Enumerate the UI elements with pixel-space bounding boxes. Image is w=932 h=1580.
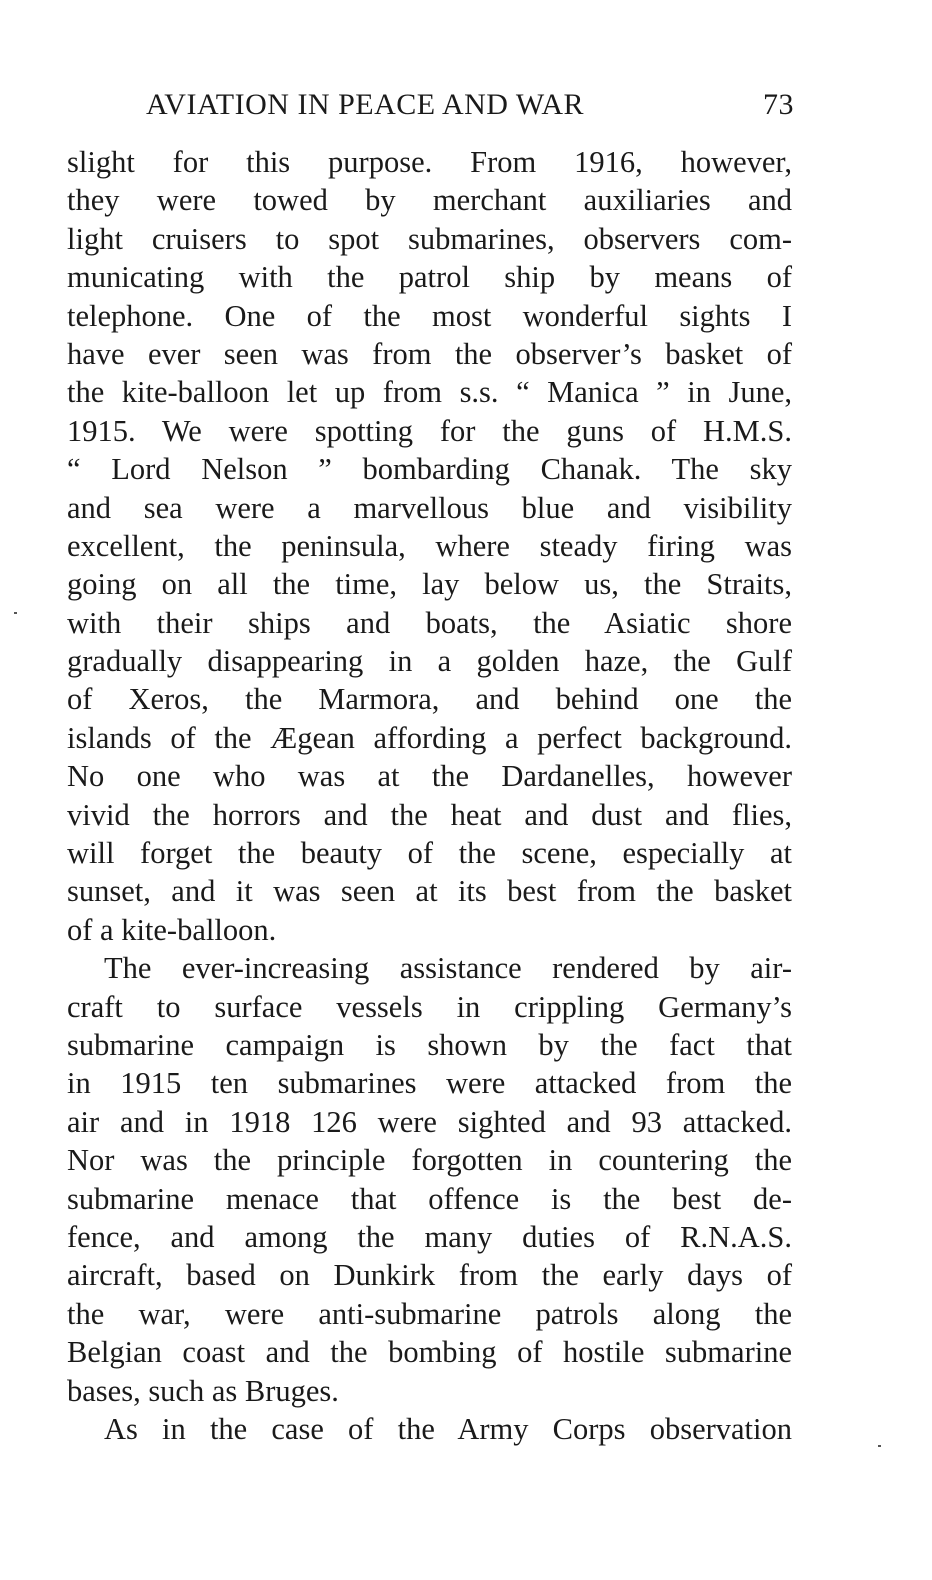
text-line: and sea were a marvellous blue and visibility bbox=[67, 490, 792, 525]
text-line: municating with the patrol ship by means of bbox=[67, 260, 792, 295]
text-line: they were towed by merchant auxiliaries and bbox=[67, 183, 792, 218]
text-line: Nor was the principle forgotten in countering the bbox=[67, 1143, 792, 1178]
paragraph bbox=[67, 143, 792, 949]
text-line: light cruisers to spot submarines, observers com- bbox=[67, 221, 792, 256]
text-line: aircraft, based on Dunkirk from the early days of bbox=[67, 1258, 792, 1293]
text-line: have ever seen was from the observer’s basket of bbox=[67, 336, 792, 371]
text-line: No one who was at the Dardanelles, however bbox=[67, 759, 792, 794]
text-line: fence, and among the many duties of R.N.A.S. bbox=[67, 1219, 792, 1254]
text-line: submarine campaign is shown by the fact that bbox=[67, 1027, 792, 1062]
text-line: telephone. One of the most wonderful sights I bbox=[67, 298, 792, 333]
text-line: of a kite-balloon. bbox=[67, 912, 277, 947]
text-line: vivid the horrors and the heat and dust and flies, bbox=[67, 797, 792, 832]
text-line: excellent, the peninsula, where steady firing was bbox=[67, 528, 792, 563]
body-text bbox=[67, 143, 792, 1448]
text-line: 1915. We were spotting for the guns of H.M.S. bbox=[67, 413, 792, 448]
scan-speck bbox=[878, 1445, 881, 1447]
text-line: the war, were anti-submarine patrols along the bbox=[67, 1296, 792, 1331]
text-line: The ever-increasing assistance rendered by air- bbox=[104, 951, 792, 986]
paragraph bbox=[67, 949, 792, 1410]
text-line: will forget the beauty of the scene, especially at bbox=[67, 836, 792, 871]
text-line: slight for this purpose. From 1916, however, bbox=[67, 145, 792, 179]
text-line: Belgian coast and the bombing of hostile submarine bbox=[67, 1335, 792, 1370]
running-header bbox=[146, 82, 794, 130]
text-line: gradually disappearing in a golden haze, the Gulf bbox=[67, 644, 792, 679]
text-line: the kite-balloon let up from s.s. “ Manica ” in June, bbox=[67, 375, 792, 410]
text-line: As in the case of the Army Corps observation bbox=[104, 1411, 792, 1446]
text-line: submarine menace that offence is the best de- bbox=[67, 1181, 792, 1216]
paragraph bbox=[67, 1410, 792, 1448]
text-line: bases, such as Bruges. bbox=[67, 1373, 339, 1408]
text-line: craft to surface vessels in crippling Germany’s bbox=[67, 989, 792, 1024]
scan-speck bbox=[14, 612, 17, 614]
text-line: in 1915 ten submarines were attacked from the bbox=[67, 1066, 792, 1101]
text-line: islands of the Ægean affording a perfect background. bbox=[67, 720, 792, 755]
text-line: air and in 1918 126 were sighted and 93 attacked. bbox=[67, 1104, 792, 1139]
text-line: “ Lord Nelson ” bombarding Chanak. The sky bbox=[67, 452, 792, 487]
text-line: of Xeros, the Marmora, and behind one the bbox=[67, 682, 792, 717]
text-line: going on all the time, lay below us, the Straits, bbox=[67, 567, 792, 602]
text-line: with their ships and boats, the Asiatic shore bbox=[67, 605, 792, 640]
text-line: sunset, and it was seen at its best from the basket bbox=[67, 874, 792, 909]
running-title: AVIATION IN PEACE AND WAR bbox=[146, 88, 585, 121]
page-number: 73 bbox=[763, 88, 794, 121]
